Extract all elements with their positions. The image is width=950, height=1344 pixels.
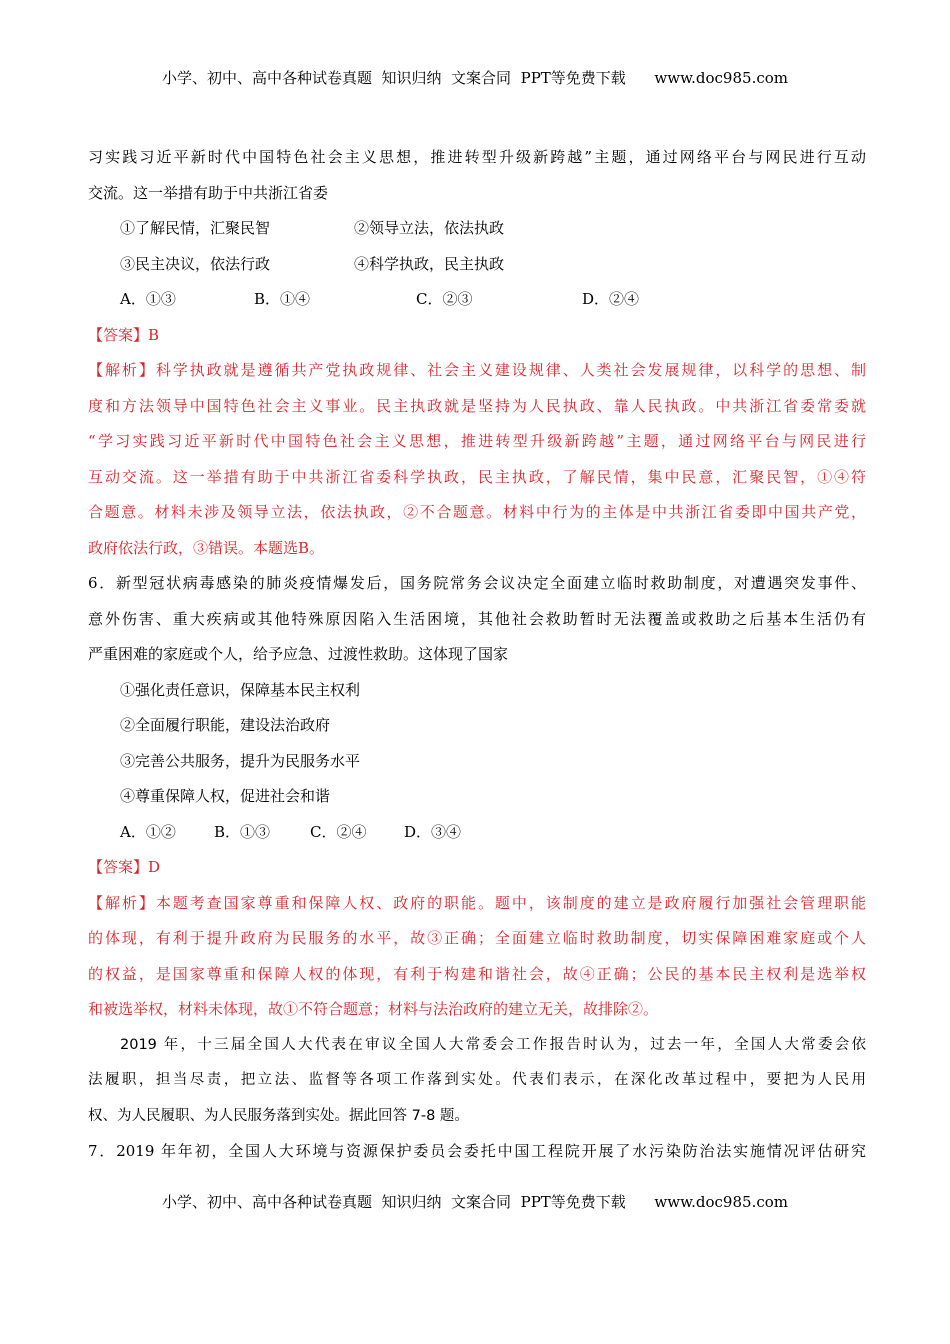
q6-analysis-line-1: 【解析】本题考查国家尊重和保障人权、政府的职能。题中，该制度的建立是政府履行加强社会管理职能 xyxy=(88,893,866,912)
q5-stem-line-2: 交流。这一举措有助于中共浙江省委 xyxy=(88,183,329,202)
page-header-watermark: 小学、初中、高中各种试卷真题 知识归纳 文案合同 PPT等免费下载 www.doc985.com xyxy=(161,69,788,87)
q5-answer: 【答案】B xyxy=(88,325,160,344)
q6-stem-line-3: 严重困难的家庭或个人，给予应急、过渡性救助。这体现了国家 xyxy=(88,645,509,663)
q5-choice-b: B．①④ xyxy=(254,290,311,308)
q6-stem-line-2: 意外伤害、重大疾病或其他特殊原因陷入生活困境，其他社会救助暂时无法覆盖或救助之后基本生活仍有 xyxy=(88,609,866,628)
q6-item-1: ①强化责任意识，保障基本民主权利 xyxy=(120,680,361,699)
q6-choice-c: C．②④ xyxy=(310,822,367,841)
page-footer-watermark: 小学、初中、高中各种试卷真题 知识归纳 文案合同 PPT等免费下载 www.doc985.com xyxy=(161,1193,788,1211)
q6-stem-line-1: 6．新型冠状病毒感染的肺炎疫情爆发后，国务院常务会议决定全面建立临时救助制度，对遭遇突发事件、 xyxy=(88,574,866,592)
q5-choice-a: A．①③ xyxy=(120,290,176,308)
q5-items-row-2 xyxy=(88,247,866,283)
q5-stem-line-1: 习实践习近平新时代中国特色社会主义思想，推进转型升级新跨越”主题，通过网络平台与网民进行互动 xyxy=(88,148,866,166)
q6-item-4: ④尊重保障人权，促进社会和谐 xyxy=(120,787,331,805)
q5-item-2: ②领导立法，依法执政 xyxy=(354,219,505,237)
passage-line-2: 法履职，担当尽责，把立法、监督等各项工作落到实处。代表们表示，在深化改革过程中，要把为人民用 xyxy=(88,1072,866,1088)
q5-analysis-line-5: 合题意。材料未涉及领导立法，依法执政，②不合题意。材料中行为的主体是中共浙江省委即中国共产党， xyxy=(88,503,866,521)
q6-choice-d: D．③④ xyxy=(404,822,462,841)
q6-choice-b: B．①③ xyxy=(214,822,271,841)
q6-choice-a: A．①② xyxy=(120,822,176,841)
q6-choices xyxy=(88,815,866,851)
q5-analysis-line-6: 政府依法行政，③错误。本题选B。 xyxy=(88,538,325,557)
q6-answer: 【答案】D xyxy=(88,858,161,876)
q5-choice-d: D．②④ xyxy=(582,290,640,308)
q5-analysis-line-4: 互动交流。这一举措有助于中共浙江省委科学执政，民主执政，了解民情，集中民意，汇聚民智，①④符 xyxy=(88,467,866,486)
q5-item-4: ④科学执政，民主执政 xyxy=(354,254,505,273)
q5-analysis-line-3: “学习实践习近平新时代中国特色社会主义思想，推进转型升级新跨越”主题，通过网络平台与网民进行 xyxy=(88,432,866,450)
passage-line-3: 权、为人民履职、为人民服务落到实处。据此回答 7-8 题。 xyxy=(88,1107,469,1124)
q7-stem-line-1: 7．2019 年年初，全国人大环境与资源保护委员会委托中国工程院开展了水污染防治法实施情况评估研究 xyxy=(88,1142,866,1160)
q5-analysis-line-2: 度和方法领导中国特色社会主义事业。民主执政就是坚持为人民执政、靠人民执政。中共浙江省委常委就 xyxy=(88,396,866,415)
q6-analysis-line-4: 和被选举权，材料未体现，故①不符合题意；材料与法治政府的建立无关，故排除②。 xyxy=(88,1000,659,1018)
q5-analysis-line-1: 【解析】科学执政就是遵循共产党执政规律、社会主义建设规律、人类社会发展规律，以科学的思想、制 xyxy=(88,361,866,379)
q6-item-2: ②全面履行职能，建设法治政府 xyxy=(120,716,331,734)
q5-item-3: ③民主决议，依法行政 xyxy=(120,254,271,273)
q6-analysis-line-2: 的体现，有利于提升政府为民服务的水平，故③正确；全面建立临时救助制度，切实保障困难家庭或个人 xyxy=(88,929,866,947)
document-body xyxy=(88,140,866,1170)
q6-item-3: ③完善公共服务，提升为民服务水平 xyxy=(120,751,361,770)
q5-choices xyxy=(88,282,866,318)
q5-item-1: ①了解民情，汇聚民智 xyxy=(120,219,271,237)
passage-line-1: 2019 年，十三届全国人大代表在审议全国人大常委会工作报告时认为，过去一年，全国人大常委会依 xyxy=(120,1036,866,1053)
q5-choice-c: C．②③ xyxy=(416,290,473,308)
q5-items-row-1 xyxy=(88,211,866,247)
q6-analysis-line-3: 的权益，是国家尊重和保障人权的体现，有利于构建和谐社会，故④正确；公民的基本民主权利是选举权 xyxy=(88,964,866,983)
